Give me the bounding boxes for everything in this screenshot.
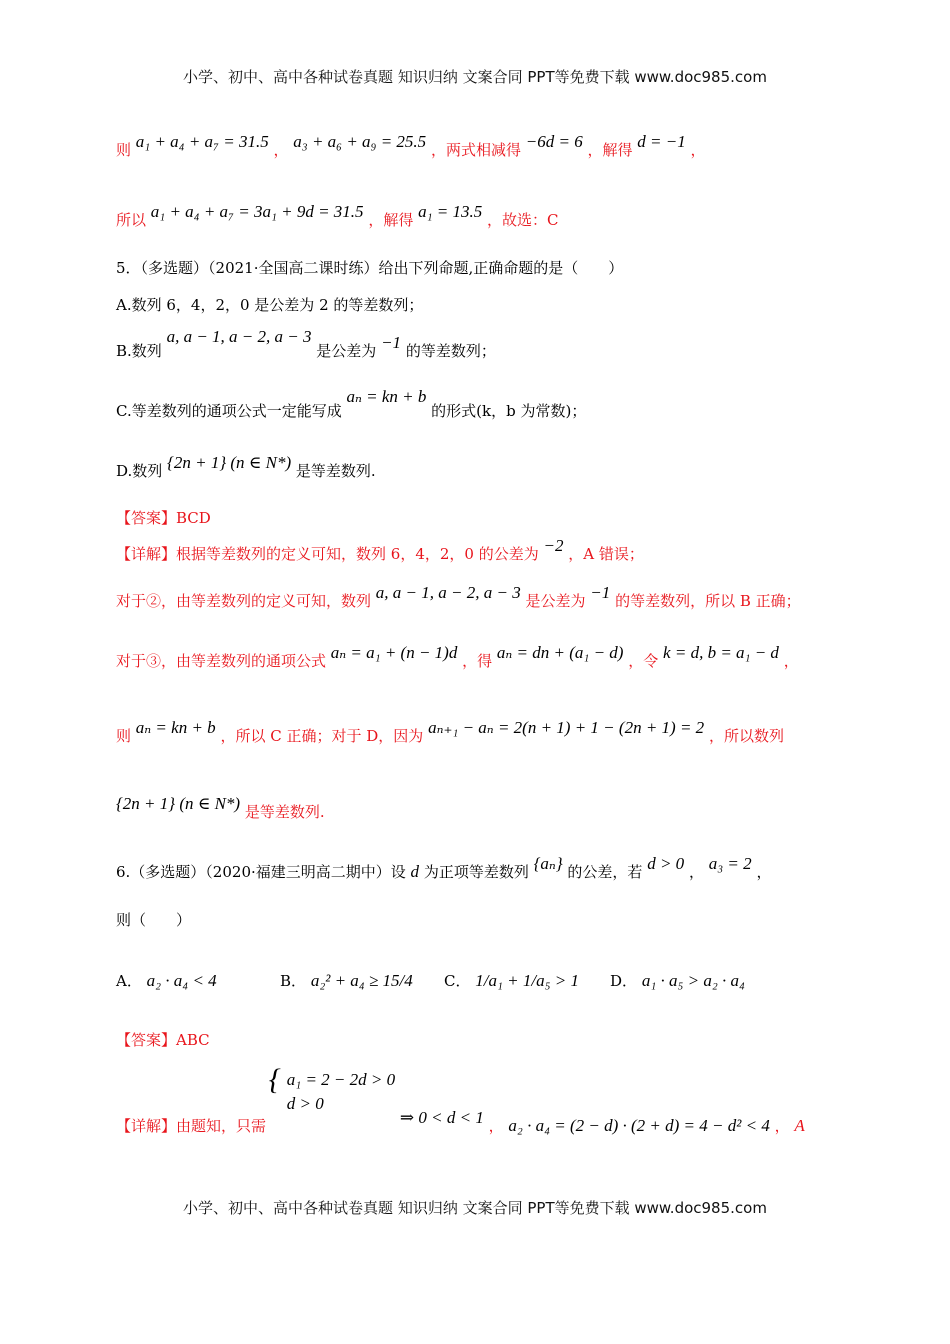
text: 则 — [116, 141, 132, 159]
q5-detail-4 — [116, 718, 784, 746]
text: 为正项等差数列 — [423, 863, 529, 881]
q6-option-c — [444, 970, 579, 991]
text: 是等差数列. — [244, 803, 325, 821]
formula: A — [794, 1116, 805, 1135]
option-label: C． — [444, 972, 471, 990]
q6-stem-2: 则（ ） — [116, 911, 192, 929]
q6-answer: 【答案】ABC — [116, 1031, 210, 1049]
option-label: D． — [610, 972, 638, 990]
text: ， — [756, 863, 772, 881]
formula: 1/a₁ + 1/a₅ > 1 — [475, 971, 579, 990]
formula: d > 0 — [647, 854, 685, 873]
text: ， — [774, 1117, 790, 1135]
formula: aₙ = kn + b — [135, 718, 216, 737]
text: ，所以数列 — [708, 727, 784, 745]
formula: a₁ + a₄ + a₇ = 3a₁ + 9d = 31.5 — [150, 202, 364, 221]
text: B.数列 — [116, 342, 162, 360]
text: 是等差数列. — [295, 462, 376, 480]
q5-option-b — [116, 327, 496, 361]
system-row — [273, 1070, 395, 1090]
formula: d — [410, 862, 420, 881]
formula: aₙ = kn + b — [346, 387, 427, 406]
brace-icon: { — [268, 1063, 281, 1096]
option-label: A． — [116, 972, 142, 990]
system-row — [273, 1094, 395, 1114]
text: ， — [488, 1117, 504, 1135]
text: ，故选：C — [487, 211, 559, 229]
formula: a₁ = 13.5 — [418, 202, 483, 221]
formula: −1 — [590, 583, 611, 602]
formula: −2 — [543, 536, 564, 555]
text: ，两式相减得 — [430, 141, 521, 159]
text: ， — [690, 141, 706, 159]
q5-answer: 【答案】BCD — [116, 509, 211, 527]
formula: {2n + 1} (n ∈ N*) — [116, 794, 241, 813]
formula: a₂ · a₄ < 4 — [146, 971, 217, 990]
q6-option-d — [610, 970, 745, 991]
text: ，令 — [628, 652, 659, 670]
formula: a₁ · a₅ > a₂ · a₄ — [641, 971, 745, 990]
q5-detail-2 — [116, 583, 801, 611]
text: ，得 — [462, 652, 493, 670]
formula: a₃ + a₆ + a₉ = 25.5 — [293, 132, 427, 151]
formula: k = d, b = a₁ − d — [663, 643, 779, 662]
q5-option-a: A.数列 6，4，2，0 是公差为 2 的等差数列； — [116, 296, 424, 314]
formula: a₃ = 2 — [708, 854, 752, 873]
q6-stem — [116, 854, 772, 882]
text: 的等差数列； — [405, 342, 496, 360]
text: ， — [273, 141, 289, 159]
text: 的等差数列，所以 B 正确； — [615, 592, 801, 610]
text: 所以 — [116, 211, 147, 229]
q6-option-a — [116, 970, 217, 991]
text: 【详解】根据等差数列的定义可知，数列 6，4，2，0 的公差为 — [116, 545, 539, 563]
formula: a₂² + a₄ ≥ 15/4 — [310, 971, 413, 990]
piecewise-system — [268, 1063, 396, 1114]
formula: aₙ = dn + (a₁ − d) — [496, 643, 624, 662]
formula: ⇒ 0 < d < 1 — [399, 1108, 484, 1127]
prev-solution-line-1 — [116, 132, 706, 160]
q5-option-c — [116, 387, 587, 421]
formula: {aₙ} — [533, 854, 563, 873]
text: C.等差数列的通项公式一定能写成 — [116, 402, 342, 420]
formula: a₂ · a₄ = (2 − d) · (2 + d) = 4 − d² < 4 — [508, 1116, 770, 1135]
text: ， — [783, 652, 799, 670]
text: 的公差，若 — [567, 863, 643, 881]
formula: −6d = 6 — [525, 132, 583, 151]
prev-solution-line-2 — [116, 202, 559, 230]
text: ，所以 C 正确；对于 D，因为 — [220, 727, 424, 745]
text: ， — [688, 863, 704, 881]
text: ，解得 — [368, 211, 414, 229]
formula: d = −1 — [637, 132, 686, 151]
q5-detail-3 — [116, 643, 799, 671]
q5-detail-1 — [116, 536, 644, 564]
text: 对于②，由等差数列的定义可知，数列 — [116, 592, 372, 610]
formula: {2n + 1} (n ∈ N*) — [167, 453, 292, 472]
formula: aₙ = a₁ + (n − 1)d — [330, 643, 458, 662]
page-footer: 小学、初中、高中各种试卷真题 知识归纳 文案合同 PPT等免费下载 www.doc985.com — [183, 1199, 767, 1217]
formula: −1 — [381, 333, 402, 352]
formula: a₁ = 2 − 2d > 0 — [286, 1070, 396, 1089]
formula: d > 0 — [286, 1094, 324, 1113]
text: ，解得 — [587, 141, 633, 159]
q6-option-b — [280, 970, 413, 991]
q6-detail-1 — [116, 1063, 805, 1136]
text: 【详解】由题知，只需 — [116, 1117, 267, 1135]
text: 对于③，由等差数列的通项公式 — [116, 652, 327, 670]
text: 的形式(k，b 为常数)； — [431, 402, 587, 420]
option-label: B． — [280, 972, 307, 990]
text: D.数列 — [116, 462, 163, 480]
q5-option-d — [116, 453, 376, 481]
q5-detail-5 — [116, 794, 325, 822]
text: 是公差为 — [316, 342, 377, 360]
formula: a, a − 1, a − 2, a − 3 — [375, 583, 521, 602]
q5-stem: 5．（多选题）（2021·全国高二课时练）给出下列命题,正确命题的是（ ） — [116, 259, 624, 277]
text: 6.（多选题）（2020·福建三明高二期中）设 — [116, 863, 406, 881]
formula: a₁ + a₄ + a₇ = 31.5 — [135, 132, 269, 151]
formula: a, a − 1, a − 2, a − 3 — [166, 327, 312, 346]
formula: aₙ₊₁ − aₙ = 2(n + 1) + 1 − (2n + 1) = 2 — [428, 718, 705, 737]
text: ，A 错误； — [568, 545, 644, 563]
text: 是公差为 — [525, 592, 586, 610]
page-header: 小学、初中、高中各种试卷真题 知识归纳 文案合同 PPT等免费下载 www.doc985.com — [183, 68, 767, 86]
text: 则 — [116, 727, 132, 745]
